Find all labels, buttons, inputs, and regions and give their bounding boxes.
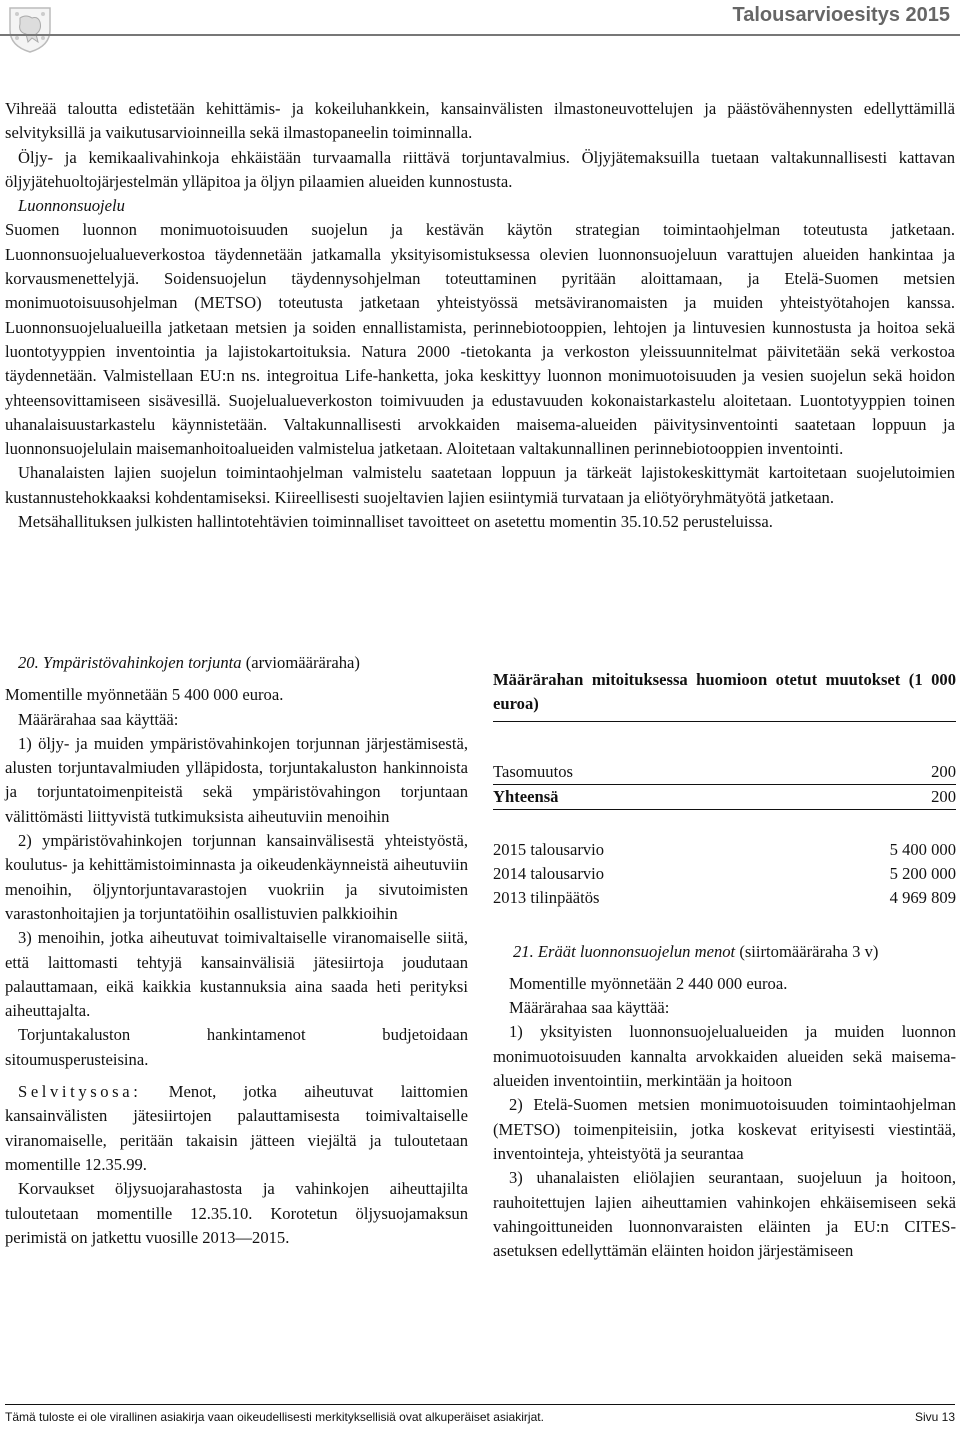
- budget-row-label: 2013 tilinpäätös: [493, 887, 600, 907]
- paragraph-metsahallitus: Metsähallituksen julkisten hallintotehtävien toiminnalliset tavoitteet on asetettu momentin 35.10.52 perusteluissa.: [18, 512, 773, 532]
- table-row-value: 200: [931, 786, 956, 806]
- momentti-21-name: 21. Eräät luonnonsuojelun menot: [513, 941, 736, 961]
- selvitysosa-text: Menot, jotka aiheutuvat laittomien kansainvälisten jätesiirtojen palauttamisesta toimivaltaiselle viranomaiselle, peritään takaisin jätteen viejältä ja tuloutetaan momentille 12.35.99.: [5, 1082, 468, 1174]
- budget-row-value: 4 969 809: [889, 887, 956, 907]
- table-row-label: Yhteensä: [493, 786, 559, 806]
- paragraph-oljyvahingot: Öljy- ja kemikaalivahinkoja ehkäistään turvaamalla riittävä torjuntavalmius. Öljyjätemaksuilla tuetaan valtakunnallisesti kattavan öljyjätehuoltojärjestelmän ylläpitoa ja öljyn pilaamien alueiden kunnostusta.: [5, 147, 955, 191]
- coat-of-arms-icon: [4, 2, 56, 54]
- selvitysosa-paragraph: [5, 1080, 468, 1177]
- paragraph-uhanalaiset-lajit: Uhanalaisten lajien suojelun toimintaohjelman valmistelu saatetaan loppuun ja tärkeät lajistokeskittymät kartoitetaan suojelutoimien kustannustehokkaaksi kohdentamiseksi. Kiireellisesti suojeltavien lajien esiintymiä turvataan ja eliötyöryhmätyötä jatketaan.: [5, 463, 955, 507]
- momentti-21-granted: Momentille myönnetään 2 440 000 euroa.: [509, 973, 788, 993]
- momentti-21-use: Määrärahaa saa käyttää:: [509, 998, 670, 1018]
- left-column: [5, 651, 468, 1250]
- momentti-21-title: [493, 940, 956, 964]
- changes-table-title: Määrärahan mitoituksessa huomioon otetut muutokset (1 000 euroa): [493, 670, 956, 714]
- momentti-21-item-3: 3) uhanalaisten eliölajien seurantaan, suojeluun ja hoitoon, rauhoitettujen lajien aiheuttamien vahinkojen ehkäisemiseen sekä vahingoittuneiden luonnonvaraisten eläinten ja EU:n CITES-asetuksen edellyttämän eläinten hoidon järjestämiseen: [493, 1168, 956, 1261]
- budget-row: [493, 838, 956, 862]
- selvitysosa-label: Selvitysosa:: [18, 1082, 142, 1102]
- document-title: Talousarvioesitys 2015: [732, 4, 950, 26]
- momentti-20-use: Määrärahaa saa käyttää:: [18, 709, 179, 729]
- momentti-20-budgeting: Torjuntakaluston hankintamenot budjetoidaan sitoumusperusteisina.: [5, 1025, 468, 1069]
- footer-disclaimer: Tämä tuloste ei ole virallinen asiakirja vaan oikeudellisesti merkityksellisiä ovat alkuperäiset asiakirjat.: [5, 1410, 544, 1424]
- page-number: Sivu 13: [914, 1410, 955, 1424]
- budget-row-label: 2015 talousarvio: [493, 839, 605, 859]
- budget-row: [493, 886, 956, 910]
- paragraph-luonnonsuojelu: Suomen luonnon monimuotoisuuden suojelun ja kestävän käytön strategian toimintaohjelman toteutusta jatketaan. Luonnonsuojelualueverkostoa täydennetään jatkamalla yksityisomistuksessa olevien luonnonsuojeluun varattujen alueiden hankintaa ja korvausmenettelyjä. Soidensuojelun täydennysohjelman toteuttaminen pyritään aloittamaan, ja Etelä-Suomen metsien monimuotoisuusohjelman (METSO) toteutusta jatketaan yhteistyössä metsäviranomaisten ja muiden yhteistyötahojen kanssa. Luonnonsuojelualueilla jatketaan metsien ja soiden ennallistamista, perinnebiotooppien, lehtojen ja lintuvesien kunnostusta ja hoitoa sekä luontotyyppien inventointia ja lajistokartoituksia. Natura 2000 -tietokanta ja verkoston yleissuunnitelmat päivitetään sekä verkostoa täydennetään. Valmistellaan EU:n ns. integroitua Life-hanketta, joka keskittyy luonnon monimuotoisuuden ja vesien suojelun sekä hoidon yhteensovittamiseen sisävesillä. Suojelualueverkoston toimivuuden ja edustavuuden kokonaistarkastelu aloitetaan. Luontotyyppien toinen uhanalaisuustarkastelu käynnistetään. Valtakunnallisesti arvokkaiden maisema-alueiden päivitysinventointi saatetaan loppuun ja luonnonsuojelulain maisemanhoitoalueiden valmistelua jatketaan. Aloitetaan valtakunnallinen perinnebiotooppien inventointi.: [5, 220, 955, 459]
- table-row-label: Tasomuutos: [493, 761, 573, 781]
- momentti-21-item-1: 1) yksityisten luonnonsuojelualueiden ja muiden luonnon monimuotoisuuden kannalta arvokkaiden alueiden sekä maisema-alueiden inventointiin, merkintään ja hoitoon: [493, 1022, 956, 1091]
- momentti-20-item-2: 2) ympäristövahinkojen torjunnan kansainvälisestä yhteistyöstä, koulutus- ja kehittämistoiminnasta ja oikeudenkäynneistä aiheutuviin menoihin, öljyntorjuntavarastojen vuokriin ja sivutoimisten varastonhoitajien ja torjuntatöihin osallistuvien palkkioihin: [5, 831, 468, 923]
- page-header: [0, 0, 960, 60]
- momentti-20-title: [5, 651, 468, 675]
- budget-row-label: 2014 talousarvio: [493, 863, 605, 883]
- momentti-21-type: (siirtomääräraha 3 v): [735, 941, 879, 961]
- table-row-value: 200: [931, 761, 956, 781]
- table-row: [493, 760, 956, 784]
- budget-row-value: 5 400 000: [889, 839, 956, 859]
- korvaukset-paragraph: Korvaukset öljysuojarahastosta ja vahinkojen aiheuttajilta tuloutetaan momentille 12.35.10. Korotetun öljysuojamaksun perimistä on jatkettu vuosille 2013—2015.: [5, 1179, 468, 1247]
- momentti-20-granted: Momentille myönnetään 5 400 000 euroa.: [5, 685, 284, 705]
- paragraph-vihrea-talous: Vihreää taloutta edistetään kehittämis- ja kokeiluhankkein, kansainvälisten ilmastoneuvottelujen ja päästövähennysten edellyttämillä selvityksillä ja vaikutusarvioinneilla sekä ilmastopaneelin toiminnalla.: [5, 99, 955, 143]
- momentti-20-item-1: 1) öljy- ja muiden ympäristövahinkojen torjunnan järjestämisestä, alusten torjuntavalmiuden ylläpidosta, torjuntakaluston hankinnoista ja torjuntatoimenpiteistä sekä ympäristövahingon torjuntaan välittömästi liittyvistä tutkimuksista aiheutuviin menoihin: [5, 733, 468, 826]
- right-column: [493, 668, 956, 1263]
- momentti-21-item-2: 2) Etelä-Suomen metsien monimuotoisuuden toimintaohjelman (METSO) toimenpiteisiin, jotka koskevat erityisesti viestintää, inventointeja, yhteistyötä ja seurantaa: [493, 1095, 956, 1163]
- budget-row: [493, 862, 956, 886]
- momentti-20-type: (arviomääräraha): [241, 653, 360, 672]
- table-row-total: [493, 785, 956, 809]
- budget-row-value: 5 200 000: [889, 863, 956, 883]
- footer-divider: [5, 1404, 955, 1405]
- momentti-20-name: 20. Ympäristövahinkojen torjunta: [18, 653, 242, 672]
- header-divider: [0, 34, 960, 36]
- main-text: [5, 97, 955, 534]
- section-heading-luonnonsuojelu: Luonnonsuojelu: [18, 196, 125, 216]
- momentti-20-item-3: 3) menoihin, jotka aiheutuvat toimivaltaiselle viranomaiselle siitä, että laittomasti tehtyjä kansainvälisiä jätesiirtoja joudutaan palauttamaan, eikä kaikkia kustannuksia aina saada heti perityksi aiheuttajalta.: [5, 928, 468, 1021]
